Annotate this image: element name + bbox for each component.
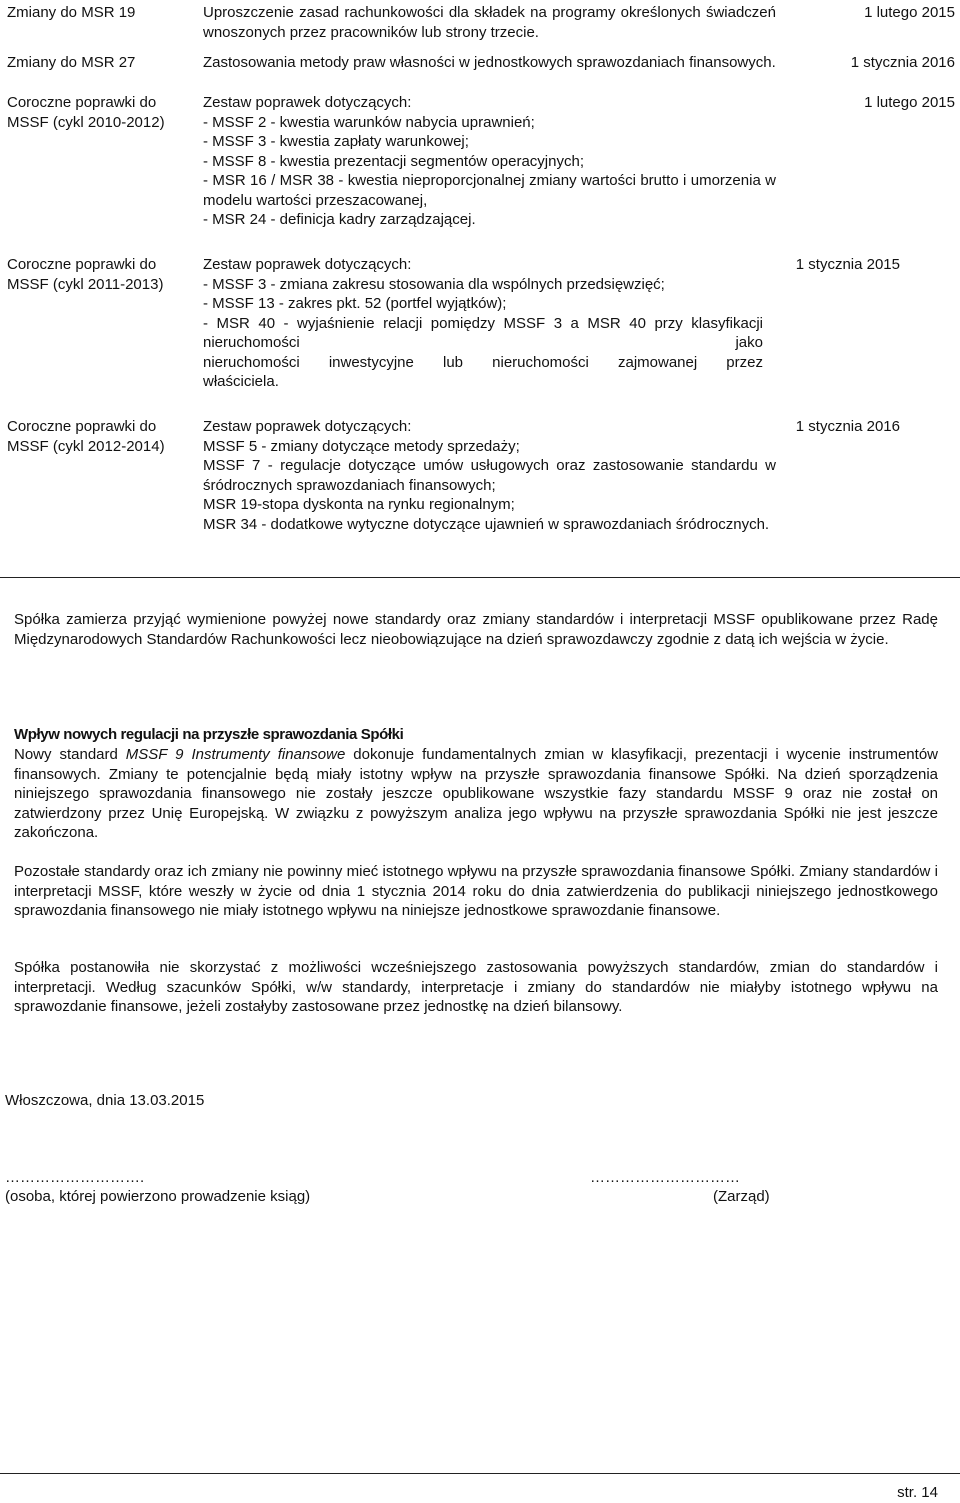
row1-name: Zmiany do MSR 19 bbox=[7, 4, 136, 21]
row1-description: Uproszczenie zasad rachunkowości dla składek na programy określonych świadczeń wnoszonych przez pracowników lub strony trzecie. bbox=[203, 4, 776, 41]
impact-paragraph-2: Pozostałe standardy oraz ich zmiany nie powinny mieć istotnego wpływu na przyszłe sprawozdania finansowe Spółki. Zmiany standardów i interpretacji MSSF, które weszły w życie od dnia 1 stycznia 2014 roku do dnia zatwierdzenia do publikacji niniejszego jednostkowego sprawozdania finansowego nie miały istotnego wpływu na niniejsze jednostkowe sprawozdanie finansowe. bbox=[14, 863, 938, 919]
row5-name: Coroczne poprawki do MSSF (cykl 2012-2014) bbox=[7, 418, 165, 455]
row3-date: 1 lutego 2015 bbox=[864, 94, 955, 111]
board-signature-line: ………………………… bbox=[590, 1169, 740, 1186]
row4-date: 1 stycznia 2015 bbox=[795, 256, 900, 273]
impact-paragraph-1: Nowy standard MSSF 9 Instrumenty finansowe dokonuje fundamentalnych zmian w klasyfikacji, prezentacji i wycenie instrumentów finansowych. Zmiany te potencjalnie będą miały istotny wpływ na przyszłe sprawozdania finansowe Spółki. Na dzień sporządzenia niniejszego sprawozdania finansowego nie zostały jeszcze opublikowane wszystkie fazy standardu MSSF 9 oraz nie został on zatwierdzony przez Unię Europejską. W związku z powyższym analiza jego wpływu na przyszłe sprawozdania Spółki nie jest jeszcze zakończona. bbox=[14, 746, 938, 841]
row2-date: 1 stycznia 2016 bbox=[850, 54, 955, 71]
row4-name: Coroczne poprawki do MSSF (cykl 2011-2013) bbox=[7, 256, 164, 293]
row1-date: 1 lutego 2015 bbox=[864, 4, 955, 21]
page-number: str. 14 bbox=[897, 1484, 938, 1501]
bookkeeper-label: (osoba, której powierzono prowadzenie ksiąg) bbox=[5, 1188, 311, 1205]
table-bottom-rule bbox=[0, 577, 960, 578]
intro-paragraph: Spółka zamierza przyjąć wymienione powyżej nowe standardy oraz zmiany standardów i interpretacji MSSF opublikowane przez Radę Międzynarodowych Standardów Rachunkowości lecz nieobowiązujące na dzień sprawozdawczy zgodnie z datą ich wejścia w życie. bbox=[14, 611, 938, 648]
row5-date: 1 stycznia 2016 bbox=[795, 418, 900, 435]
row3-name: Coroczne poprawki do MSSF (cykl 2010-2012) bbox=[7, 94, 165, 131]
row2-description: Zastosowania metody praw własności w jednostkowych sprawozdaniach finansowych. bbox=[203, 54, 776, 71]
footer-rule bbox=[0, 1473, 960, 1474]
row2-name: Zmiany do MSR 27 bbox=[7, 54, 136, 71]
board-label: (Zarząd) bbox=[713, 1188, 770, 1205]
impact-heading: Wpływ nowych regulacji na przyszłe sprawozdania Spółki bbox=[14, 726, 404, 743]
mssf9-title: MSSF 9 Instrumenty finansowe bbox=[125, 746, 346, 763]
row5-description: Zestaw poprawek dotyczących: MSSF 5 - zmiany dotyczące metody sprzedaży; MSSF 7 - regulacje dotyczące umów usługowych oraz zastosowanie standardu w śródrocznych sprawozdaniach finansowych; MSR 19-stopa dyskonta na rynku regionalnym; MSR 34 - dodatkowe wytyczne dotyczące ujawnień w sprawozdaniach śródrocznych. bbox=[203, 418, 776, 533]
row3-description: Zestaw poprawek dotyczących: - MSSF 2 - kwestia warunków nabycia uprawnień; - MSSF 3 - kwestia zapłaty warunkowej; - MSSF 8 - kwestia prezentacji segmentów operacyjnych; - MSR 16 / MSR 38 - kwestia nieproporcjonalnej zmiany wartości brutto i umorzenia w modelu wartości przeszacowanej, - MSR 24 - definicja kadry zarządzającej. bbox=[203, 94, 776, 228]
place-date: Włoszczowa, dnia 13.03.2015 bbox=[5, 1092, 205, 1109]
row4-description: Zestaw poprawek dotyczących: - MSSF 3 - zmiana zakresu stosowania dla wspólnych przedsięwzięć; - MSSF 13 - zakres pkt. 52 (portfel wyjątków); - MSR 40 - wyjaśnienie relacji pomiędzy MSSF 3 a MSR 40 przy klasyfikacji nieruchomości jako nieruchomości inwestycyjne lub nieruchomości zajmowanej przez właściciela. bbox=[203, 256, 763, 390]
bookkeeper-signature-line: ………………………. bbox=[5, 1169, 145, 1186]
impact-paragraph-3: Spółka postanowiła nie skorzystać z możliwości wcześniejszego zastosowania powyższych standardów, zmian do standardów i interpretacji. Według szacunków Spółki, w/w standardy, interpretacje i zmiany do standardów nie miałyby istotnego wpływu na sprawozdanie finansowe, jeżeli zostałyby zastosowane przez jednostkę na dzień bilansowy. bbox=[14, 959, 938, 1015]
